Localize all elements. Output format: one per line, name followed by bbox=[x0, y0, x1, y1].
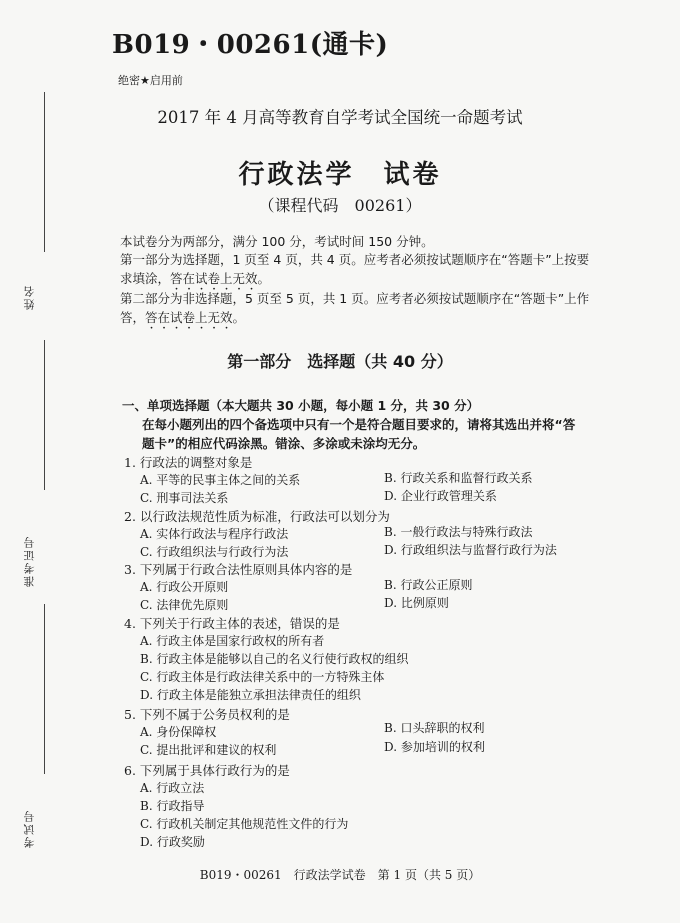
question-stem: 4. 下列关于行政主体的表述，错误的是 bbox=[124, 616, 340, 631]
question-stem: 6. 下列属于具体行政行为的是 bbox=[124, 763, 290, 778]
course-code: （课程代码 00261） bbox=[258, 196, 422, 215]
side-label-name: 姓名 bbox=[23, 284, 36, 310]
option: B. 行政公正原则 bbox=[384, 578, 473, 592]
option: D. 企业行政管理关系 bbox=[384, 489, 497, 503]
option: B. 口头辞职的权利 bbox=[384, 721, 485, 735]
side-rule bbox=[44, 92, 45, 252]
option: B. 行政主体是能够以自己的名义行使行政权的组织 bbox=[140, 652, 409, 666]
secret-label: 绝密★启用前 bbox=[118, 74, 183, 87]
emphasis-text: 答在试卷上无效 bbox=[145, 310, 233, 325]
option: D. 行政主体是能独立承担法律责任的组织 bbox=[140, 688, 361, 702]
option: B. 一般行政法与特殊行政法 bbox=[384, 525, 533, 539]
question-stem: 1. 行政法的调整对象是 bbox=[124, 455, 253, 470]
question-stem: 5. 下列不属于公务员权利的是 bbox=[124, 707, 290, 722]
option: C. 提出批评和建议的权利 bbox=[140, 743, 277, 757]
paper-code: B019・00261(通卡) bbox=[112, 30, 389, 60]
option: C. 刑事司法关系 bbox=[140, 491, 229, 505]
part-title: 第一部分 选择题（共 40 分） bbox=[227, 352, 453, 371]
option: B. 行政指导 bbox=[140, 799, 205, 813]
emphasis-text: 答在试卷上无效 bbox=[170, 271, 258, 286]
question-stem: 2. 以行政法规范性质为标准，行政法可以划分为 bbox=[124, 509, 390, 524]
intro-line: 答，答在试卷上无效。 bbox=[120, 310, 246, 325]
option: C. 行政主体是行政法律关系中的一方特殊主体 bbox=[140, 670, 385, 684]
section-instructions: 在每小题列出的四个备选项中只有一个是符合题目要求的，请将其选出并将“答 bbox=[142, 417, 576, 432]
option: A. 实体行政法与程序行政法 bbox=[140, 527, 289, 541]
page-footer: B019・00261 行政法学试卷 第 1 页（共 5 页） bbox=[199, 868, 481, 882]
section-instructions: 题卡”的相应代码涂黑。错涂、多涂或未涂均无分。 bbox=[142, 436, 426, 451]
option: D. 参加培训的权利 bbox=[384, 740, 485, 754]
intro-line: 求填涂，答在试卷上无效。 bbox=[120, 271, 271, 286]
side-label-exam-no: 考试号 bbox=[23, 809, 36, 848]
side-label-cert-no: 准考证号 bbox=[23, 535, 36, 587]
subject-title: 行政法学 试卷 bbox=[238, 160, 442, 190]
option: A. 平等的民事主体之间的关系 bbox=[140, 473, 301, 487]
option: C. 行政组织法与行政行为法 bbox=[140, 545, 289, 559]
intro-line: 本试卷分为两部分，满分 100 分，考试时间 150 分钟。 bbox=[120, 234, 434, 249]
option: B. 行政关系和监督行政关系 bbox=[384, 471, 533, 485]
option: C. 行政机关制定其他规范性文件的行为 bbox=[140, 817, 349, 831]
option: D. 行政奖励 bbox=[140, 835, 205, 849]
option: A. 身份保障权 bbox=[140, 725, 217, 739]
option: D. 行政组织法与监督行政行为法 bbox=[384, 543, 557, 557]
option: A. 行政公开原则 bbox=[140, 580, 229, 594]
exam-title: 2017 年 4 月高等教育自学考试全国统一命题考试 bbox=[157, 108, 523, 127]
question-stem: 3. 下列属于行政合法性原则具体内容的是 bbox=[124, 562, 353, 577]
option: A. 行政主体是国家行政权的所有者 bbox=[140, 634, 325, 648]
side-rule bbox=[44, 604, 45, 774]
option: A. 行政立法 bbox=[140, 781, 205, 795]
option: D. 比例原则 bbox=[384, 596, 449, 610]
option: C. 法律优先原则 bbox=[140, 598, 229, 612]
intro-line: 第一部分为选择题，1 页至 4 页，共 4 页。应考者必须按试题顺序在“答题卡”上按要 bbox=[120, 252, 590, 267]
section-title: 一、单项选择题（本大题共 30 小题，每小题 1 分，共 30 分） bbox=[122, 398, 480, 413]
intro-line: 第二部分为非选择题，5 页至 5 页，共 1 页。应考者必须按试题顺序在“答题卡”上作 bbox=[120, 291, 590, 306]
